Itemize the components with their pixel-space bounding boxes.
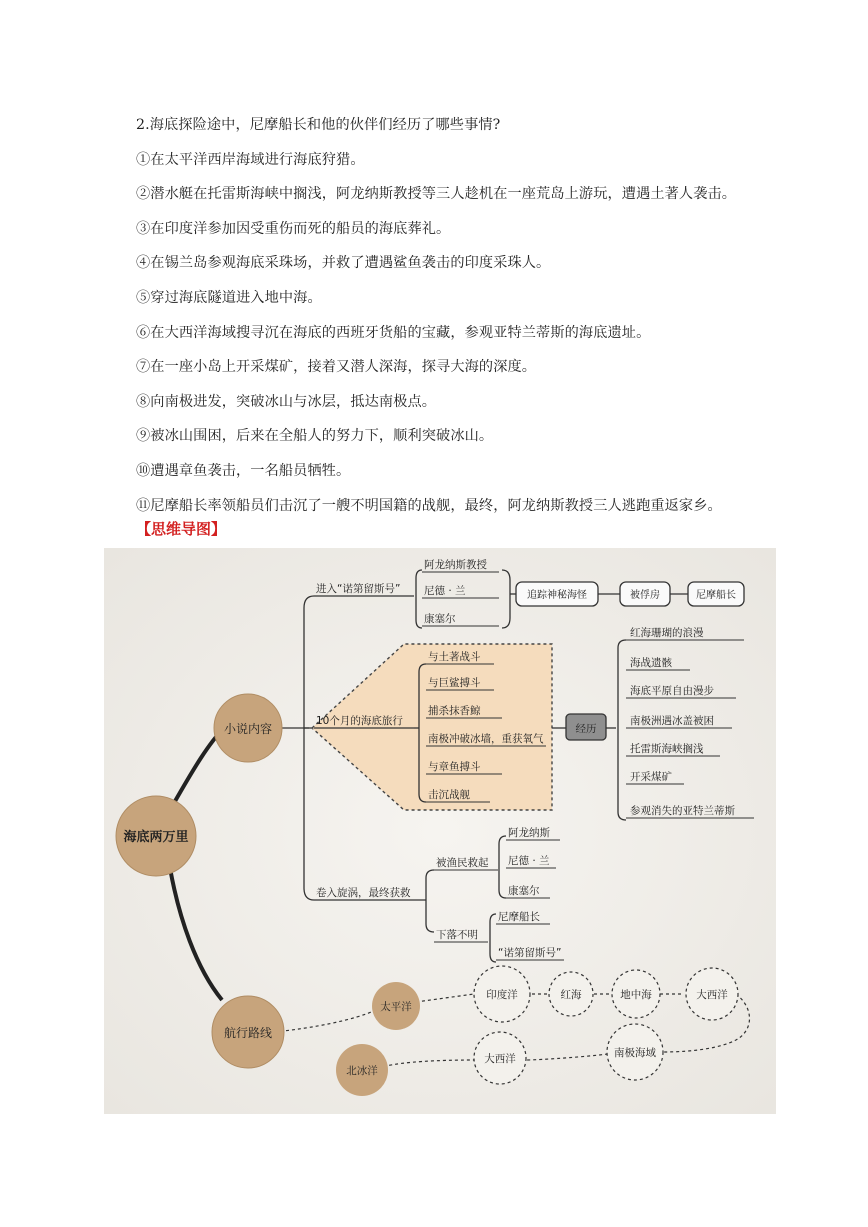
experience-6: 开采煤矿: [630, 771, 672, 783]
ocean-label-mediterranean: 地中海: [620, 989, 652, 1001]
answer-line-6: ⑥在大西洋海域搜寻沉在海底的西班牙货船的宝藏，参观亚特兰蒂斯的海底遗址。: [136, 324, 651, 341]
answer-line-11: ⑪尼摩船长率领船员们击沉了一艘不明国籍的战舰，最终，阿龙纳斯教授三人逃跑重返家乡。: [136, 497, 722, 514]
ocean-label-arctic: 北冰洋: [346, 1065, 378, 1077]
person-1: 阿龙纳斯教授: [424, 559, 487, 571]
rescued-person-1: 阿龙纳斯: [508, 827, 550, 839]
question-text: 2.海底探险途中，尼摩船长和他的伙伴们经历了哪些事情?: [136, 117, 501, 133]
answer-line-2: ②潜水艇在托雷斯海峡中搁浅，阿龙纳斯教授等三人趁机在一座荒岛上游玩，遭遇土著人袭击。: [136, 186, 737, 203]
person-3: 康塞尔: [424, 613, 456, 625]
chain-label-1: 追踪神秘海怪: [527, 590, 587, 601]
ocean-label-indian: 印度洋: [486, 989, 518, 1001]
enter-label: 进入“诺第留斯号”: [316, 583, 401, 595]
section-title: 【思维导图】: [136, 520, 227, 538]
answer-line-5: ⑤穿过海底隧道进入地中海。: [136, 289, 322, 306]
voyage-event-4: 南极冲破冰墙，重获氧气: [428, 733, 544, 745]
mind-map-svg: [104, 548, 776, 1114]
experience-1: 红海珊瑚的浪漫: [630, 627, 704, 639]
chain-label-3: 尼摩船长: [696, 590, 736, 601]
answer-line-3: ③在印度洋参加因受重伤而死的船员的海底葬礼。: [136, 220, 451, 237]
ocean-label-pacific: 太平洋: [380, 1001, 412, 1013]
voyage-event-3: 捕杀抹香鲸: [428, 705, 481, 717]
voyage-event-1: 与土著战斗: [428, 651, 481, 663]
experience-3: 海底平原自由漫步: [630, 685, 714, 697]
root-label: 海底两万里: [123, 830, 189, 845]
text-block: [136, 108, 836, 523]
ocean-label-red-sea: 红海: [560, 989, 582, 1001]
ocean-label-atlantic-2: 大西洋: [484, 1053, 516, 1065]
chain-label-2: 被俘房: [630, 590, 660, 601]
voyage-event-5: 与章鱼搏斗: [428, 761, 481, 773]
experience-5: 托雷斯海峡搁浅: [630, 743, 704, 755]
answer-line-8: ⑧向南极进发，突破冰山与冰层，抵达南极点。: [136, 393, 437, 410]
voyage-event-2: 与巨鲨搏斗: [428, 677, 481, 689]
person-2: 尼德 · 兰: [424, 585, 466, 597]
experience-label: 经历: [575, 723, 597, 735]
answer-line-4: ④在锡兰岛参观海底采珠场，并救了遭遇鲨鱼袭击的印度采珠人。: [136, 255, 551, 272]
route-label: 航行路线: [223, 1026, 273, 1040]
unknown-item-2: “诺第留斯号”: [498, 947, 562, 959]
rescued-person-2: 尼德 · 兰: [508, 855, 550, 867]
rescued-person-3: 康塞尔: [508, 885, 540, 897]
voyage-label: 10个月的海底旅行: [316, 715, 403, 727]
experience-4: 南极洲遇冰盖被困: [630, 715, 714, 727]
ocean-label-atlantic: 大西洋: [696, 989, 728, 1001]
unknown-item-1: 尼摩船长: [498, 911, 540, 923]
ocean-label-antarctic: 南极海域: [614, 1047, 656, 1059]
experience-2: 海战遗骸: [630, 657, 672, 669]
voyage-event-6: 击沉战舰: [428, 789, 470, 801]
answer-line-9: ⑨被冰山围困，后来在全船人的努力下，顺利突破冰山。: [136, 428, 494, 445]
experience-7: 参观消失的亚特兰蒂斯: [630, 805, 735, 817]
rescued-label: 被渔民救起: [436, 857, 489, 869]
answer-line-10: ⑩遭遇章鱼袭击，一名船员牺牲。: [136, 462, 351, 479]
answer-line-1: ①在太平洋西岸海域进行海底狩猎。: [136, 151, 365, 168]
answer-line-7: ⑦在一座小岛上开采煤矿，接着又潜人深海，探寻大海的深度。: [136, 359, 537, 376]
whirlpool-label: 卷入旋涡，最终获救: [316, 887, 411, 899]
mind-map-photo: [104, 548, 776, 1114]
unknown-label: 下落不明: [436, 929, 478, 941]
content-label: 小说内容: [223, 722, 273, 736]
